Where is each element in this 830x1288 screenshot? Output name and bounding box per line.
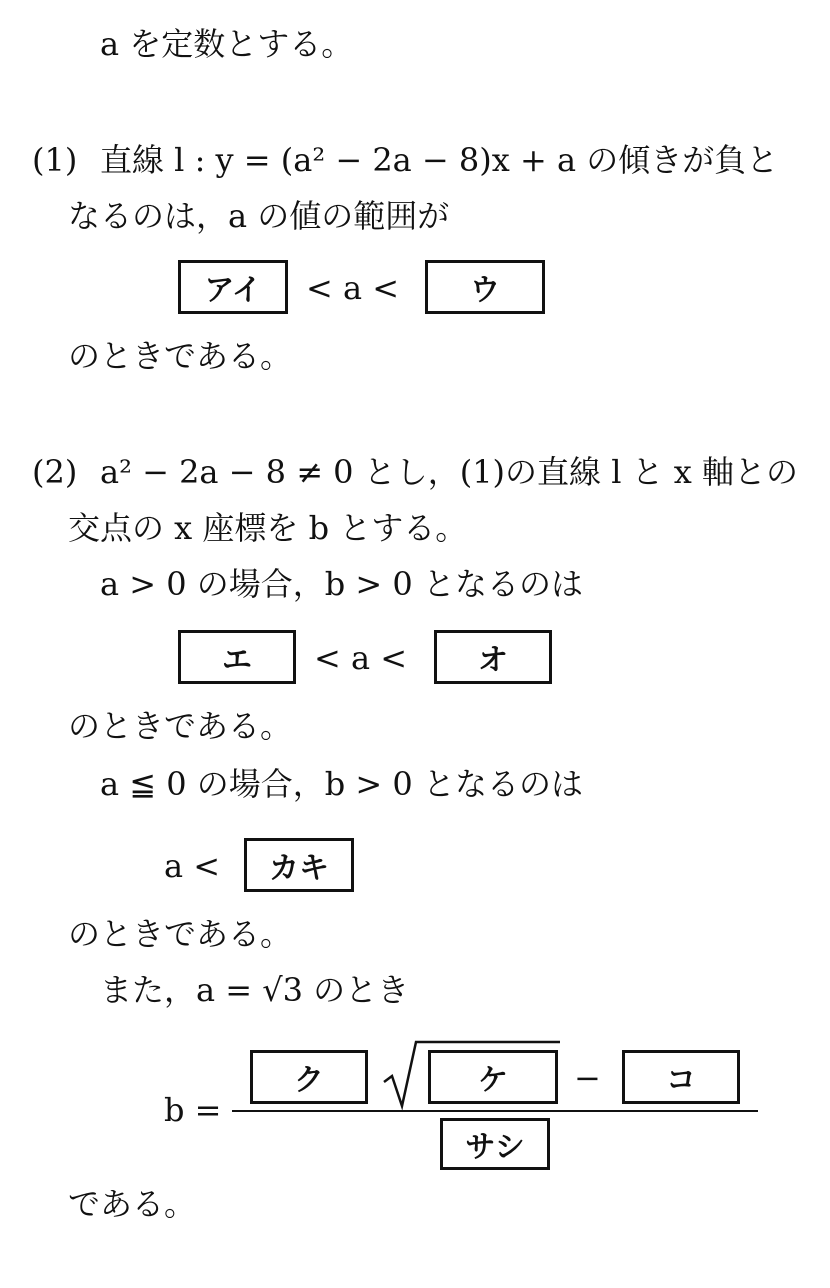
answer-box-o[interactable]: オ (434, 630, 552, 684)
q2-case1: a > 0 の場合，b > 0 となるのは (100, 565, 583, 603)
answer-box-e[interactable]: エ (178, 630, 296, 684)
fraction-minus: − (574, 1059, 601, 1097)
q2-tail3: である。 (68, 1185, 197, 1223)
q2-a-less-than: a < (164, 847, 221, 885)
answer-box-ko[interactable]: コ (622, 1050, 740, 1104)
q2-inequality1: < a < (314, 639, 408, 677)
q2-also: また，a = √3 のとき (100, 971, 410, 1009)
q2-case2: a ≦ 0 の場合，b > 0 となるのは (100, 765, 583, 803)
q1-line2: なるのは，a の値の範囲が (68, 197, 450, 235)
intro-text: a を定数とする。 (100, 25, 354, 63)
fraction-bar (232, 1110, 758, 1112)
answer-box-ke[interactable]: ケ (428, 1050, 558, 1104)
q1-line1: 直線 l : y = (a² − 2a − 8)x + a の傾きが負と (100, 141, 779, 179)
answer-box-kaki[interactable]: カキ (244, 838, 354, 892)
q2-line1: a² − 2a − 8 ≠ 0 とし，(1)の直線 l と x 軸との (100, 453, 799, 491)
q2-tail2: のときである。 (68, 915, 293, 953)
q1-number: (1) (32, 141, 78, 179)
q2-tail1: のときである。 (68, 707, 293, 745)
q1-tail: のときである。 (68, 337, 293, 375)
answer-box-ai[interactable]: アイ (178, 260, 288, 314)
q1-inequality: < a < (306, 269, 400, 307)
answer-box-ku[interactable]: ク (250, 1050, 368, 1104)
answer-box-u[interactable]: ウ (425, 260, 545, 314)
b-equals: b = (164, 1091, 222, 1129)
q2-number: (2) (32, 453, 78, 491)
answer-box-sashi[interactable]: サシ (440, 1118, 550, 1170)
q2-line2: 交点の x 座標を b とする。 (68, 509, 468, 547)
